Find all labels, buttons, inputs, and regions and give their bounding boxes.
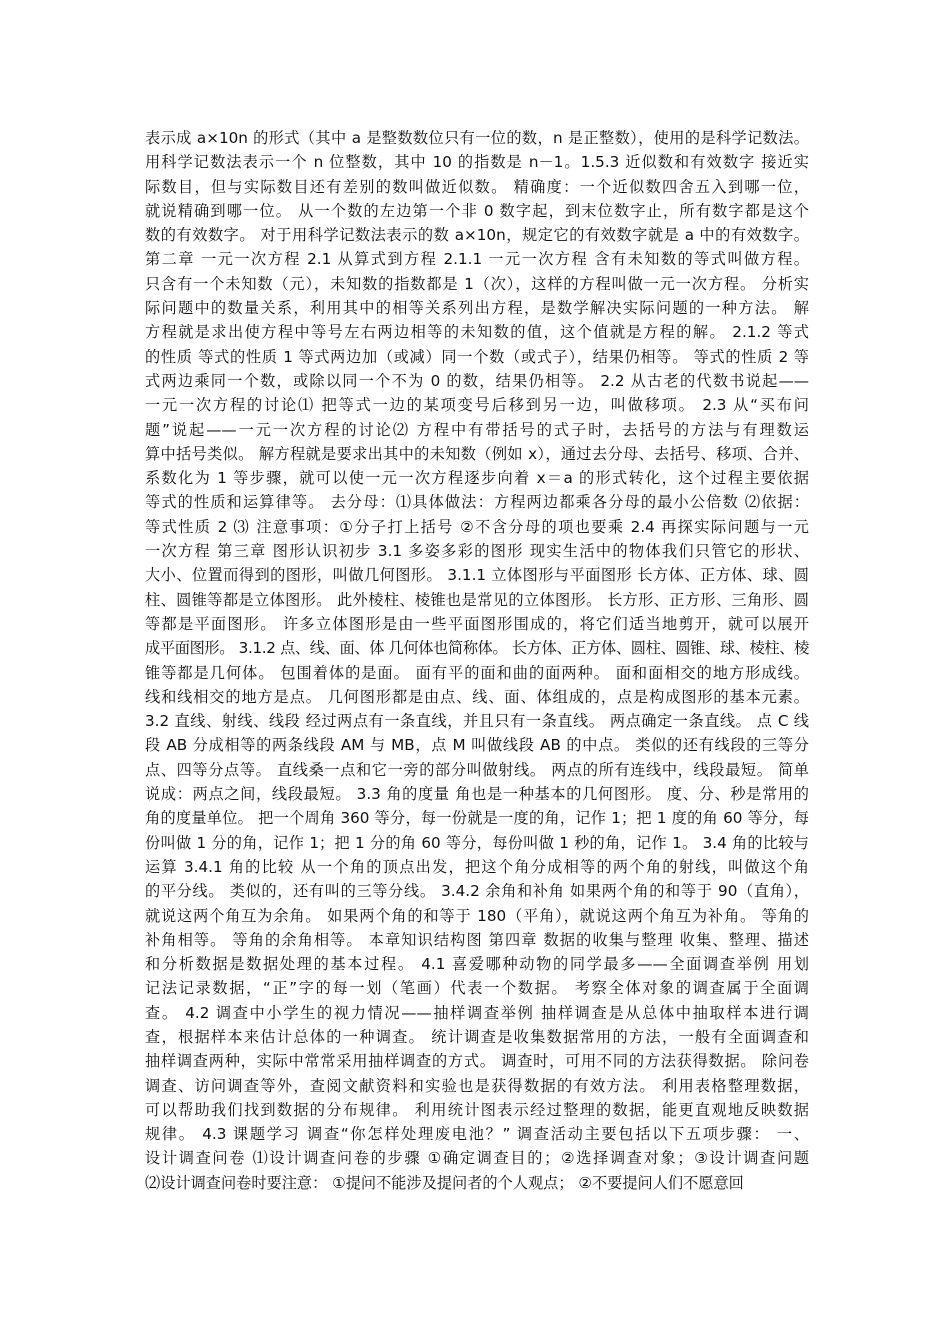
text-line: 系数化为 1 等步骤，就可以使一元一次方程逐步向着 x＝a 的形式转化，这个过程主要依据 (145, 469, 809, 488)
text-line: 段 AB 分成相等的两条线段 AM 与 MB，点 M 叫做线段 AB 的中点。 类似的还有线段的三等分 (145, 736, 809, 755)
text-line: 柱、圆锥等都是立体图形。 此外棱柱、棱锥也是常见的立体图形。 长方形、正方形、三角形、圆 (145, 590, 809, 609)
text-line: 就说这两个角互为余角。 如果两个角的和等于 180（平角），就说这两个角互为补角。 等角的 (145, 906, 809, 925)
text-line: 点、四等分点等。 直线桑一点和它一旁的部分叫做射线。 两点的所有连线中，线段最短。 简单 (145, 760, 809, 779)
text-line: 用科学记数法表示一个 n 位整数，其中 10 的指数是 n－1。1.5.3 近似数和有效数字 接近实 (145, 153, 809, 172)
text-line: 记法记录数据，“正”字的每一划（笔画）代表一个数据。 考察全体对象的调查属于全面调 (145, 979, 809, 998)
text-line: 只含有一个未知数（元），未知数的指数都是 1（次），这样的方程叫做一元一次方程。 分析实 (145, 274, 809, 293)
text-line: 的平分线。 类似的，还有叫的三等分线。 3.4.2 余角和补角 如果两个角的和等于 90（直角）， (145, 882, 809, 901)
text-line: 补角相等。 等角的余角相等。 本章知识结构图 第四章 数据的收集与整理 收集、整理、描述 (145, 930, 809, 949)
text-line: 锥等都是几何体。 包围着体的是面。 面有平的面和曲的面两种。 面和面相交的地方形成线。 (145, 663, 809, 682)
text-line: 角的度量单位。 把一个周角 360 等分，每一份就是一度的角，记作 1；把 1 度的角 60 等分，每 (145, 809, 809, 828)
text-line: 一次方程 第三章 图形认识初步 3.1 多姿多彩的图形 现实生活中的物体我们只管它的形状、 (145, 542, 809, 561)
text-line: 一元一次方程的讨论⑴ 把等式一边的某项变号后移到另一边，叫做移项。 2.3 从“买布问 (145, 396, 809, 415)
text-line: 抽样调查两种，实际中常常采用抽样调查的方式。 调查时，可用不同的方法获得数据。 除问卷 (145, 1052, 809, 1071)
text-line: 查，根据样本来估计总体的一种调查。 统计调查是收集数据常用的方法，一般有全面调查和 (145, 1027, 809, 1046)
text-line: 等式性质 2 ⑶ 注意事项：①分子打上括号 ②不含分母的项也要乘 2.4 再探实际问题与一元 (145, 517, 809, 536)
text-line: 的性质 等式的性质 1 等式两边加（或减）同一个数（或式子），结果仍相等。 等式的性质 2 等 (145, 347, 809, 366)
text-line: 就说精确到哪一位。 从一个数的左边第一个非 0 数字起，到末位数字止，所有数字都是这个 (145, 201, 809, 220)
text-line: 设计调查问卷 ⑴设计调查问卷的步骤 ①确定调查目的；②选择调查对象；③设计调查问题 (145, 1149, 809, 1168)
text-line: 大小、位置而得到的图形，叫做几何图形。 3.1.1 立体图形与平面图形 长方体、正方体、球、圆 (145, 566, 809, 585)
text-line: 际问题中的数量关系，利用其中的相等关系列出方程，是数学解决实际问题的一种方法。 解 (145, 299, 809, 318)
text-line: 运算 3.4.1 角的比较 从一个角的顶点出发，把这个角分成相等的两个角的射线，叫做这个角 (145, 857, 809, 876)
text-line: 算中括号类似。 解方程就是要求出其中的未知数（例如 x），通过去分母、去括号、移项、合并、 (145, 444, 809, 463)
text-line: 数的有效数字。 对于用科学记数法表示的数 a×10n，规定它的有效数字就是 a 中的有效数字。 (145, 226, 809, 245)
text-line: ⑵设计调查问卷时要注意： ①提问不能涉及提问者的个人观点； ②不要提问人们不愿意回 (145, 1173, 744, 1192)
text-line: 题”说起——一元一次方程的讨论⑵ 方程中有带括号的式子时，去括号的方法与有理数运 (145, 420, 809, 439)
text-line: 规律。 4.3 课题学习 调查“你怎样处理废电池？” 调查活动主要包括以下五项步骤： 一、 (145, 1125, 809, 1144)
text-line: 查。 4.2 调查中小学生的视力情况——抽样调查举例 抽样调查是从总体中抽取样本进行调 (145, 1003, 809, 1022)
text-line: 份叫做 1 分的角，记作 1；把 1 分的角 60 等分，每份叫做 1 秒的角，记作 1。 3.4 角的比较与 (145, 833, 809, 852)
text-line: 说成：两点之间，线段最短。 3.3 角的度量 角也是一种基本的几何图形。 度、分、秒是常用的 (145, 785, 809, 804)
text-line: 方程就是求出使方程中等号左右两边相等的未知数的值，这个值就是方程的解。 2.1.2 等式 (145, 323, 809, 342)
text-line: 调查、访问调查等外，查阅文献资料和实验也是获得数据的有效方法。 利用表格整理数据， (145, 1076, 809, 1095)
text-line: 式两边乘同一个数，或除以同一个不为 0 的数，结果仍相等。 2.2 从古老的代数书说起—— (145, 371, 809, 390)
text-line: 际数目，但与实际数目还有差别的数叫做近似数。 精确度：一个近似数四舍五入到哪一位， (145, 177, 809, 196)
text-line: 可以帮助我们找到数据的分布规律。 利用统计图表示经过整理的数据，能更直观地反映数据 (145, 1100, 809, 1119)
text-line: 线和线相交的地方是点。 几何图形都是由点、线、面、体组成的，点是构成图形的基本元素。 (145, 687, 809, 706)
text-line: 等式的性质和运算律等。 去分母：⑴具体做法：方程两边都乘各分母的最小公倍数 ⑵依据： (145, 493, 809, 512)
text-line: 表示成 a×10n 的形式（其中 a 是整数数位只有一位的数，n 是正整数），使用的是科学记数法。 (145, 129, 809, 147)
text-line: 成平面图形。 3.1.2 点、线、面、体 几何体也简称体。 长方体、正方体、圆柱、圆锥、球、棱柱、棱 (145, 639, 809, 658)
body-text (145, 126, 809, 1195)
text-line: 和分析数据是数据处理的基本过程。 4.1 喜爱哪种动物的同学最多——全面调查举例 用划 (145, 955, 809, 974)
text-line: 等都是平面图形。 许多立体图形是由一些平面图形围成的，将它们适当地剪开，就可以展开 (145, 614, 809, 633)
text-line: 第二章 一元一次方程 2.1 从算式到方程 2.1.1 一元一次方程 含有未知数的等式叫做方程。 (145, 250, 809, 269)
text-line: 3.2 直线、射线、线段 经过两点有一条直线，并且只有一条直线。 两点确定一条直线。 点 C 线 (145, 712, 809, 731)
